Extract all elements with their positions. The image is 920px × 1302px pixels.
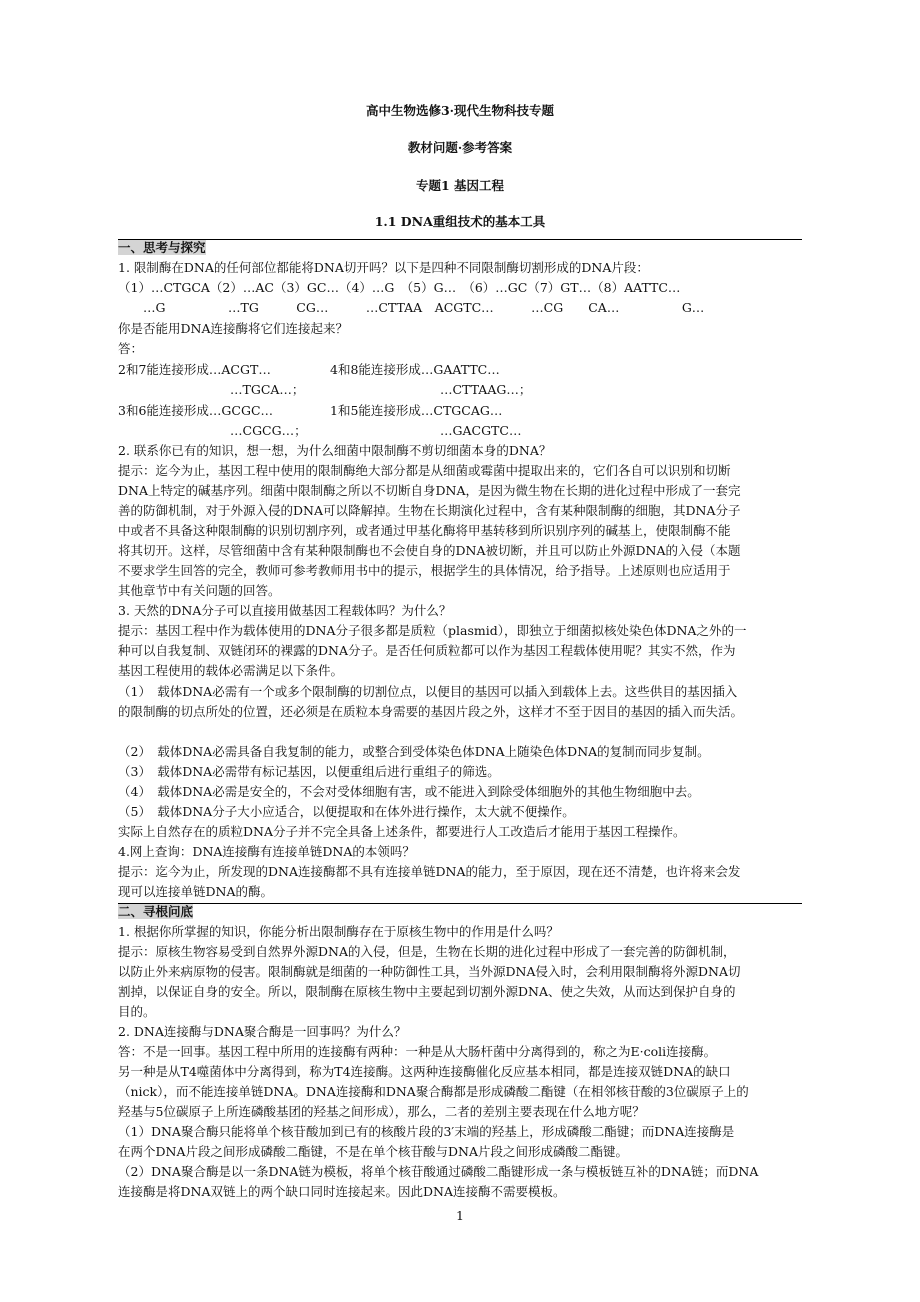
text-line: 现可以连接单链DNA的酶。 <box>118 884 273 899</box>
text-line: DNA上特定的碱基序列。细菌中限制酶之所以不切断自身DNA，是因为微生物在长期的进化过程中形成了一套完 <box>118 483 741 498</box>
answer-pair: 4和8能连接形成…GAATTC… <box>330 362 500 377</box>
text-line: 3. 天然的DNA分子可以直接用做基因工程载体吗？为什么？ <box>118 603 452 618</box>
text-line: 的限制酶的切点所处的位置，还必须是在质粒本身需要的基因片段之外，这样才不至于因目的基因的插入而失活。 <box>118 704 744 719</box>
text-line: （3） 载体DNA必需带有标记基因，以便重组后进行重组子的筛选。 <box>118 764 500 779</box>
section-divider <box>118 903 802 904</box>
section-divider <box>118 239 802 240</box>
answer-pair: …CTTAAG…； <box>440 382 532 397</box>
text-line: （2）DNA聚合酶是以一条DNA链为模板，将单个核苷酸通过磷酸二酯键形成一条与模板链互补的DNA链；而DNA <box>118 1164 759 1179</box>
section-heading-1: 一、思考与探究 <box>118 240 206 255</box>
text-line: 不要求学生回答的完全，教师可参考教师用书中的提示，根据学生的具体情况，给予指导。上述原则也应适用于 <box>118 563 731 578</box>
answer-pair: 1和5能连接形成…CTGCAG… <box>330 403 503 418</box>
text-line: 基因工程使用的载体必需满足以下条件。 <box>118 663 344 678</box>
doc-subtitle: 教材问题·参考答案 <box>407 140 513 155</box>
text-line: （1）…CTGCA（2）…AC（3）GC…（4）…G （5）G… （6）…GC（7）GT…（8）AATTC… <box>118 280 681 295</box>
chapter-title: 专题1 基因工程 <box>415 178 505 193</box>
section-heading-2: 二、寻根问底 <box>118 904 194 919</box>
text-line: 1. 根据你所掌握的知识，你能分析出限制酶存在于原核生物中的作用是什么吗？ <box>118 924 559 939</box>
text-line: 答： <box>118 341 144 356</box>
text-line: 在两个DNA片段之间形成磷酸二酯键，不是在单个核苷酸与DNA片段之间形成磷酸二酯键。 <box>118 1144 628 1159</box>
text-line: 提示：原核生物容易受到自然界外源DNA的入侵，但是，生物在长期的进化过程中形成了一套完善的防御机制， <box>118 944 736 959</box>
text-line: 你是否能用DNA连接酶将它们连接起来？ <box>118 321 348 336</box>
text-line: （1） 载体DNA必需有一个或多个限制酶的切割位点，以便目的基因可以插入到载体上去。这些供目的基因插入 <box>118 684 738 699</box>
page-number: 1 <box>456 1208 464 1223</box>
text-line: 以防止外来病原物的侵害。限制酶就是细菌的一种防御性工具，当外源DNA侵入时，会利用限制酶将外源DNA切 <box>118 964 741 979</box>
answer-pair: …TGCA…； <box>230 382 305 397</box>
text-line: （2） 载体DNA必需具备自我复制的能力，或整合到受体染色体DNA上随染色体DNA的复制而同步复制。 <box>118 744 710 759</box>
doc-title: 高中生物选修3·现代生物科技专题 <box>365 103 555 118</box>
text-line: 另一种是从T4噬菌体中分离得到，称为T4连接酶。这两种连接酶催化反应基本相同，都是连接双链DNA的缺口 <box>118 1064 731 1079</box>
text-line: 2. DNA连接酶与DNA聚合酶是一回事吗？为什么？ <box>118 1024 407 1039</box>
answer-pair: …GACGTC… <box>440 423 522 438</box>
text-line: 提示：迄今为止，所发现的DNA连接酶都不具有连接单链DNA的能力，至于原因，现在还不清楚，也许将来会发 <box>118 864 741 879</box>
text-line: （4） 载体DNA必需是安全的，不会对受体细胞有害，或不能进入到除受体细胞外的其他生物细胞中去。 <box>118 784 700 799</box>
text-line: 连接酶是将DNA双链上的两个缺口同时连接起来。因此DNA连接酶不需要模板。 <box>118 1184 566 1199</box>
answer-pair: 3和6能连接形成…GCGC… <box>118 403 274 418</box>
answer-pair: …CGCG…； <box>230 423 307 438</box>
text-line: 实际上自然存在的质粒DNA分子并不完全具备上述条件，都要进行人工改造后才能用于基因工程操作。 <box>118 824 686 839</box>
text-line: 割掉，以保证自身的安全。所以，限制酶在原核生物中主要起到切割外源DNA、使之失效，从而达到保护自身的 <box>118 984 736 999</box>
section-title: 1.1 DNA重组技术的基本工具 <box>374 214 546 229</box>
text-line: （5） 载体DNA分子大小应适合，以便提取和在体外进行操作，太大就不便操作。 <box>118 804 575 819</box>
text-line: 提示：基因工程中作为载体使用的DNA分子很多都是质粒（plasmid），即独立于细菌拟核处染色体DNA之外的一 <box>118 623 747 638</box>
text-line: 1. 限制酶在DNA的任何部位都能将DNA切开吗？以下是四种不同限制酶切割形成的DNA片段： <box>118 260 649 275</box>
answer-pair: 2和7能连接形成…ACGT… <box>118 362 271 377</box>
text-line: 提示：迄今为止，基因工程中使用的限制酶绝大部分都是从细菌或霉菌中提取出来的，它们各自可以识别和切断 <box>118 463 731 478</box>
text-line: 羟基与5位碳原子上所连磷酸基团的羟基之间形成），那么，二者的差别主要表现在什么地方呢？ <box>118 1104 645 1119</box>
text-line: 其他章节中有关问题的回答。 <box>118 583 281 598</box>
text-line: （nick），而不能连接单链DNA。DNA连接酶和DNA聚合酶都是形成磷酸二酯键（在相邻核苷酸的3位碳原子上的 <box>118 1084 749 1099</box>
text-line: 答：不是一回事。基因工程中所用的连接酶有两种：一种是从大肠杆菌中分离得到的，称之为E·coli连接酶。 <box>118 1044 717 1059</box>
text-line: 善的防御机制，对于外源入侵的DNA可以降解掉。生物在长期演化过程中，含有某种限制酶的细胞，其DNA分子 <box>118 503 741 518</box>
text-line: 将其切开。这样，尽管细菌中含有某种限制酶也不会使自身的DNA被切断，并且可以防止外源DNA的入侵（本题 <box>118 543 741 558</box>
text-line: 4.网上查询：DNA连接酶有连接单链DNA的本领吗？ <box>118 844 415 859</box>
text-line: 种可以自我复制、双链闭环的裸露的DNA分子。是否任何质粒都可以作为基因工程载体使用呢？其实不然，作为 <box>118 643 736 658</box>
text-line: 2. 联系你已有的知识，想一想，为什么细菌中限制酶不剪切细菌本身的DNA？ <box>118 443 552 458</box>
text-line: 中或者不具备这种限制酶的识别切割序列，或者通过甲基化酶将甲基转移到所识别序列的碱基上，使限制酶不能 <box>118 523 731 538</box>
text-line: 目的。 <box>118 1004 156 1019</box>
text-line: （1）DNA聚合酶只能将单个核苷酸加到已有的核酸片段的3′末端的羟基上，形成磷酸二酯键；而DNA连接酶是 <box>118 1124 735 1139</box>
text-line: …G …TG CG… …CTTAA ACGTC… …CG CA… G… <box>118 300 705 315</box>
